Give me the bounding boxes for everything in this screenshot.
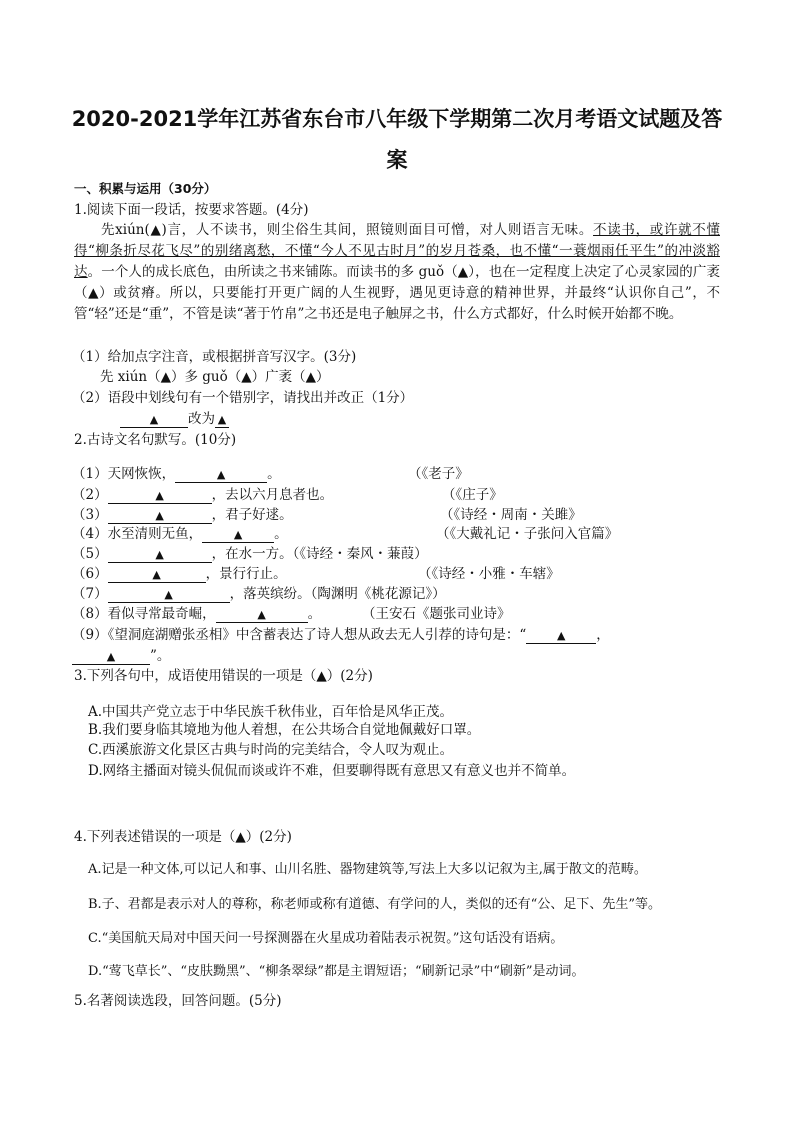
q3-option-d: D.网络主播面对镜头侃侃而谈或许不难，但要聊得既有意思又有意义也并不简单。 bbox=[88, 763, 576, 779]
answer-blank[interactable]: ▲ bbox=[72, 649, 150, 665]
q2-item-4: （4）水至清则无鱼， ▲ 。 bbox=[72, 526, 288, 542]
answer-blank[interactable]: ▲ bbox=[202, 527, 274, 543]
q2-item-8: （8）看似寻常最奇崛， ▲ 。 bbox=[72, 606, 322, 622]
answer-blank[interactable]: ▲ bbox=[108, 587, 230, 603]
q3-option-a: A.中国共产党立志于中华民族千秋伟业，百年恰是风华正茂。 bbox=[88, 704, 454, 720]
q1-paragraph bbox=[74, 220, 720, 325]
answer-blank[interactable]: ▲ bbox=[120, 412, 188, 428]
q4-stem: 4.下列表述错误的一项是（▲）(2分) bbox=[74, 829, 292, 845]
q3-stem: 3.下列各句中，成语使用错误的一项是（▲）(2分) bbox=[74, 668, 373, 684]
q2-item-6: （6） ▲ ，景行行止。 bbox=[72, 566, 287, 582]
q2-item-2-source: （《庄子》 bbox=[442, 487, 503, 503]
q2-item-2: （2） ▲ ，去以六月息者也。 bbox=[72, 487, 334, 503]
q3-option-b: B.我们要身临其境地为他人着想，在公共场合自觉地佩戴好口罩。 bbox=[88, 722, 481, 738]
q4-option-d: D.“莺飞草长”、“皮肤黝黑”、“柳条翠绿”都是主谓短语；“刷新记录”中“刷新”是动词。 bbox=[88, 964, 585, 979]
q2-item-1: （1）天网恢恢， ▲ 。 bbox=[72, 466, 281, 482]
q2-item-9: （9）《望洞庭湖赠张丞相》中含蓄表达了诗人想从政去无人引荐的诗句是：“ ▲ ， bbox=[72, 627, 610, 643]
q2-item-8-source: （王安石《题张司业诗》 bbox=[362, 606, 511, 622]
q5-stem: 5.名著阅读选段，回答问题。(5分) bbox=[74, 993, 282, 1009]
answer-blank[interactable]: ▲ bbox=[108, 567, 206, 583]
q1-para-part2: 。一个人的成长底色，由所读之书来铺陈。而读书的多 guǒ（▲），也在一定程度上决定了心灵家园的广袤（▲）或贫瘠。所以，只要能打开更广阔的人生视野，遇见更诗意的精神世界，并最终“认识你自己”，不管“轻”还是“重”，不管是读“著于竹帛”之书还是电子触屏之书，什么方式都好，什么时候开始都不晚。 bbox=[74, 264, 720, 322]
q4-option-c: C.“美国航天局对中国天问一号探测器在火星成功着陆表示祝贺。”这句话没有语病。 bbox=[88, 931, 564, 946]
q4-option-b: B.子、君都是表示对人的尊称，称老师或称有道德、有学问的人，类似的还有“公、足下、先生”等。 bbox=[88, 897, 661, 912]
q1-sub2-answer bbox=[120, 411, 229, 428]
answer-blank[interactable]: ▲ bbox=[175, 467, 267, 483]
q4-option-a: A.记是一种文体,可以记人和事、山川名胜、器物建筑等,写法上大多以记叙为主,属于散文的范畴。 bbox=[88, 862, 647, 877]
q1-sub2: （2）语段中划线句有一个错别字，请找出并改正（1分） bbox=[72, 390, 414, 406]
q2-item-7: （7） ▲ ，落英缤纷。（陶渊明《桃花源记》） bbox=[72, 586, 446, 602]
q2-item-1-source: （《老子》 bbox=[408, 466, 469, 482]
q2-item-3-source: （《诗经・周南・关雎》 bbox=[440, 507, 582, 523]
q2-item-6-source: （《诗经・小雅・车辖》 bbox=[418, 566, 560, 582]
q1-sub1: （1）给加点字注音，或根据拼音写汉字。(3分) bbox=[72, 349, 357, 365]
answer-blank[interactable]: ▲ bbox=[108, 488, 212, 504]
q2-stem: 2.古诗文名句默写。(10分) bbox=[74, 432, 237, 448]
q2-item-9-cont: ▲ ”。 bbox=[72, 648, 170, 665]
q2-item-4-source: （《大戴礼记・子张问入官篇》 bbox=[436, 526, 619, 542]
answer-blank[interactable]: ▲ bbox=[108, 547, 212, 563]
q2-item-3: （3） ▲ ，君子好逑。 bbox=[72, 507, 293, 523]
q1-sub2-mid: 改为 bbox=[188, 411, 215, 427]
document-title-line2: 案 bbox=[386, 148, 408, 172]
q1-underlined-sentence: 不读书，或许就不懂得“柳条折尽花飞尽”的别绪离愁，不懂“今人不见古时月”的岁月苍桑，也不懂“一蓑烟雨任平生”的冲淡豁达 bbox=[74, 222, 720, 280]
answer-blank[interactable]: ▲ bbox=[526, 628, 596, 644]
document-title-line1: 2020-2021学年江苏省东台市八年级下学期第二次月考语文试题及答 bbox=[71, 107, 723, 131]
q1-para-part1: 先xiún(▲)言，人不读书，则尘俗生其间，照镜则面目可憎，对人则语言无味。 bbox=[101, 222, 594, 238]
answer-blank[interactable]: ▲ bbox=[216, 607, 308, 623]
q1-sub1-answer: 先 xiún（▲）多 guǒ（▲）广袤（▲） bbox=[100, 369, 330, 385]
section-heading: 一、积累与运用（30分） bbox=[74, 181, 217, 196]
answer-blank[interactable]: ▲ bbox=[108, 508, 212, 524]
answer-blank[interactable]: ▲ bbox=[215, 412, 229, 428]
q2-item-5: （5） ▲ ，在水一方。（《诗经・秦风・蒹葭） bbox=[72, 546, 428, 562]
q1-stem: 1.阅读下面一段话，按要求答题。(4分) bbox=[74, 202, 309, 218]
q3-option-c: C.西溪旅游文化景区古典与时尚的完美结合，令人叹为观止。 bbox=[88, 742, 454, 758]
